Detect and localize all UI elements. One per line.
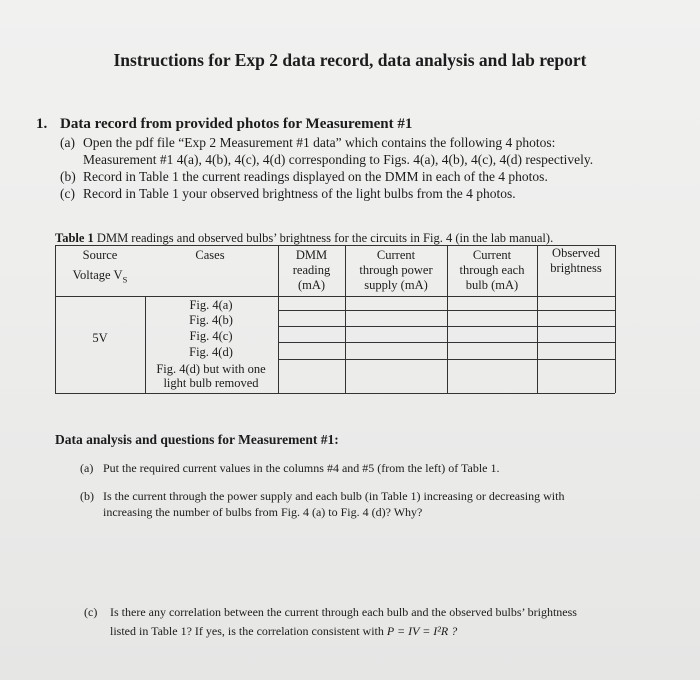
header-cases: Cases — [195, 248, 225, 262]
case-fig-4d-one-removed-line2: light bulb removed — [163, 376, 259, 390]
header-observed-brightness: Observed brightness — [550, 246, 602, 275]
item-b-text: Record in Table 1 the current readings displayed on the DMM in each of the 4 photos. — [83, 169, 548, 184]
question-b-line1: Is the current through the power supply and each bulb (in Table 1) increasing or decreasing with — [103, 489, 565, 503]
item-b-label: (b) — [60, 169, 76, 184]
section-heading: Data record from provided photos for Measurement #1 — [60, 116, 413, 132]
question-c-line2: listed in Table 1? If yes, is the correlation consistent with P = IV = I²R ? — [110, 624, 458, 638]
question-a-text: Put the required current values in the columns #4 and #5 (from the left) of Table 1. — [103, 461, 500, 475]
item-c-text: Record in Table 1 your observed brightness of the light bulbs from the 4 photos. — [83, 186, 516, 201]
question-c-label: (c) — [84, 605, 98, 619]
voltage-value: 5V — [92, 331, 108, 345]
analysis-heading: Data analysis and questions for Measurement #1: — [55, 432, 339, 447]
header-current-each-bulb: Current through each bulb (mA) — [459, 248, 525, 292]
power-formula: P = IV = I²R ? — [386, 624, 458, 638]
table-caption — [55, 231, 553, 246]
question-b-line2: increasing the number of bulbs from Fig. 4 (a) to Fig. 4 (d)? Why? — [103, 505, 423, 519]
data-table — [55, 245, 615, 393]
case-fig-4d: Fig. 4(d) — [189, 345, 233, 359]
question-c-line1: Is there any correlation between the current through each bulb and the observed bulbs’ brightness — [110, 605, 577, 619]
header-source: Source Voltage $V_S$ — [72, 248, 128, 285]
question-a-label: (a) — [80, 461, 94, 475]
page-title: Instructions for Exp 2 data record, data analysis and lab report — [113, 50, 587, 70]
item-a-continuation: Measurement #1 4(a), 4(b), 4(c), 4(d) corresponding to Figs. 4(a), 4(b), 4(c), 4(d) respectively. — [83, 152, 594, 167]
case-fig-4b: Fig. 4(b) — [189, 313, 233, 327]
header-dmm-reading: DMM reading (mA) — [292, 248, 331, 292]
header-current-power-supply: Current through power supply (mA) — [359, 248, 433, 292]
question-b-label: (b) — [80, 489, 94, 503]
table-caption-text: DMM readings and observed bulbs’ brightness for the circuits in Fig. 4 (in the lab manual). — [96, 231, 554, 245]
item-a-label: (a) — [60, 135, 75, 150]
table-caption-label: Table 1 — [55, 231, 94, 245]
case-fig-4a: Fig. 4(a) — [189, 298, 233, 312]
item-c-label: (c) — [60, 186, 75, 201]
section-number: 1. — [36, 116, 48, 132]
case-fig-4d-one-removed-line1: Fig. 4(d) but with one — [156, 362, 266, 376]
case-fig-4c: Fig. 4(c) — [189, 329, 233, 343]
item-a-text: Open the pdf file “Exp 2 Measurement #1 data” which contains the following 4 photos: — [83, 135, 556, 150]
